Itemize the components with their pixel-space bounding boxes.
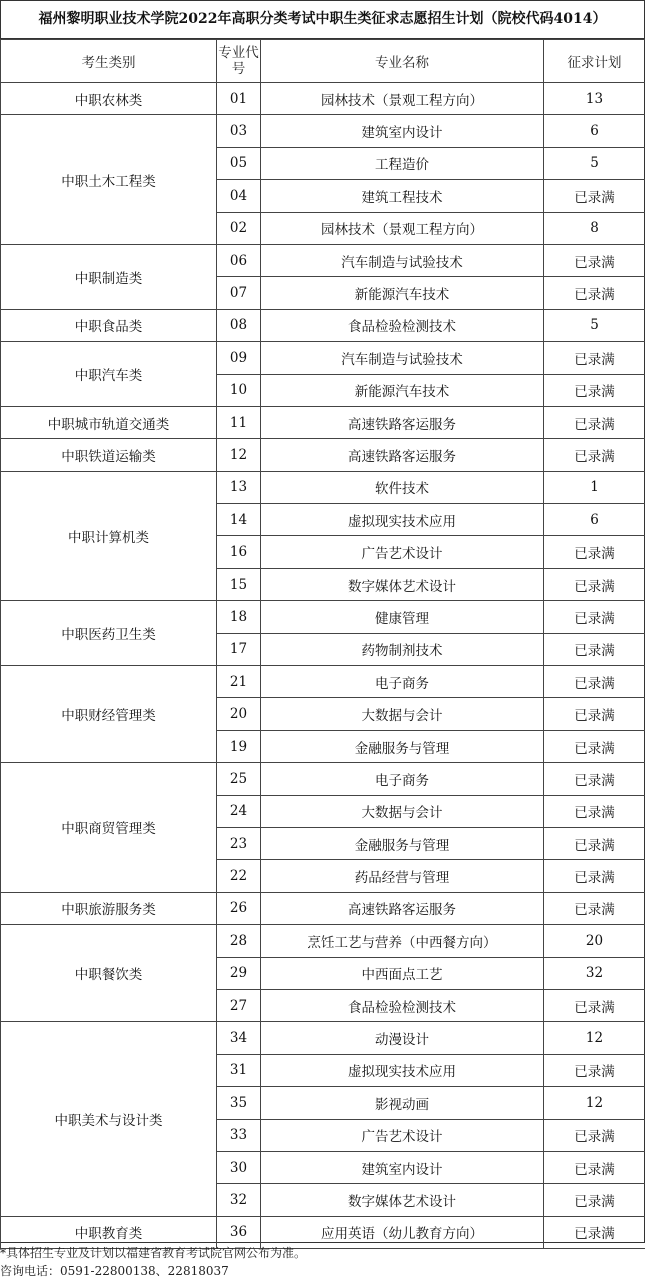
code-cell: 14 [217, 504, 261, 536]
major-cell: 药品经营与管理 [261, 860, 544, 892]
header-code: 专业代号 [217, 40, 261, 83]
code-cell: 25 [217, 763, 261, 795]
major-cell: 工程造价 [261, 147, 544, 179]
category-cell: 中职计算机类 [1, 471, 217, 601]
category-cell: 中职商贸管理类 [1, 763, 217, 893]
plan-cell: 已录满 [544, 374, 645, 406]
header-major: 专业名称 [261, 40, 544, 83]
plan-cell: 已录满 [544, 568, 645, 600]
code-cell: 21 [217, 666, 261, 698]
code-cell: 20 [217, 698, 261, 730]
major-cell: 动漫设计 [261, 1022, 544, 1054]
footnote: *具体招生专业及计划以福建省教育考试院官网公布为准。 [0, 1246, 307, 1260]
code-cell: 12 [217, 439, 261, 471]
code-cell: 07 [217, 277, 261, 309]
major-cell: 高速铁路客运服务 [261, 439, 544, 471]
plan-cell: 12 [544, 1087, 645, 1119]
plan-cell: 已录满 [544, 439, 645, 471]
major-cell: 汽车制造与试验技术 [261, 244, 544, 276]
code-cell: 08 [217, 309, 261, 341]
major-cell: 金融服务与管理 [261, 730, 544, 762]
code-cell: 33 [217, 1119, 261, 1151]
page-title: 福州黎明职业技术学院2022年高职分类考试中职生类征求志愿招生计划（院校代码4014） [0, 0, 645, 39]
major-cell: 新能源汽车技术 [261, 374, 544, 406]
plan-cell: 8 [544, 212, 645, 244]
major-cell: 金融服务与管理 [261, 827, 544, 859]
category-cell: 中职农林类 [1, 83, 217, 115]
plan-cell: 已录满 [544, 698, 645, 730]
table-row [1, 244, 645, 276]
plan-cell: 1 [544, 471, 645, 503]
plan-cell: 已录满 [544, 1119, 645, 1151]
plan-cell: 已录满 [544, 1054, 645, 1086]
table-row [1, 925, 645, 957]
major-cell: 大数据与会计 [261, 698, 544, 730]
category-cell: 中职食品类 [1, 309, 217, 341]
category-cell: 中职餐饮类 [1, 925, 217, 1022]
major-cell: 虚拟现实技术应用 [261, 504, 544, 536]
table-row [1, 666, 645, 698]
plan-cell: 已录满 [544, 795, 645, 827]
major-cell: 高速铁路客运服务 [261, 406, 544, 438]
category-cell: 中职财经管理类 [1, 666, 217, 763]
plan-cell: 已录满 [544, 827, 645, 859]
plan-cell: 已录满 [544, 180, 645, 212]
table-row [1, 471, 645, 503]
category-cell: 中职制造类 [1, 244, 217, 309]
category-cell: 中职旅游服务类 [1, 892, 217, 924]
major-cell: 虚拟现实技术应用 [261, 1054, 544, 1086]
major-cell: 数字媒体艺术设计 [261, 1184, 544, 1216]
code-cell: 05 [217, 147, 261, 179]
plan-cell: 6 [544, 115, 645, 147]
header-plan: 征求计划 [544, 40, 645, 83]
code-cell: 31 [217, 1054, 261, 1086]
major-cell: 建筑室内设计 [261, 115, 544, 147]
major-cell: 中西面点工艺 [261, 957, 544, 989]
plan-cell: 已录满 [544, 989, 645, 1021]
category-cell: 中职美术与设计类 [1, 1022, 217, 1216]
code-cell: 32 [217, 1184, 261, 1216]
code-cell: 36 [217, 1216, 261, 1248]
plan-cell: 已录满 [544, 860, 645, 892]
plan-cell: 已录满 [544, 406, 645, 438]
code-cell: 09 [217, 342, 261, 374]
code-cell: 10 [217, 374, 261, 406]
plan-cell: 12 [544, 1022, 645, 1054]
category-cell: 中职教育类 [1, 1216, 217, 1248]
category-cell: 中职医药卫生类 [1, 601, 217, 666]
code-cell: 27 [217, 989, 261, 1021]
category-cell: 中职铁道运输类 [1, 439, 217, 471]
plan-cell: 已录满 [544, 601, 645, 633]
code-cell: 26 [217, 892, 261, 924]
plan-cell: 已录满 [544, 1151, 645, 1183]
code-cell: 35 [217, 1087, 261, 1119]
table-row [1, 439, 645, 471]
contact-phone: 咨询电话：0591-22800138、22818037 [0, 1264, 229, 1278]
plan-cell: 已录满 [544, 730, 645, 762]
major-cell: 烹饪工艺与营养（中西餐方向） [261, 925, 544, 957]
code-cell: 18 [217, 601, 261, 633]
table-header-row [1, 40, 645, 83]
plan-cell: 32 [544, 957, 645, 989]
plan-cell: 已录满 [544, 892, 645, 924]
major-cell: 建筑工程技术 [261, 180, 544, 212]
major-cell: 健康管理 [261, 601, 544, 633]
table-row [1, 309, 645, 341]
code-cell: 29 [217, 957, 261, 989]
plan-cell: 5 [544, 309, 645, 341]
code-cell: 24 [217, 795, 261, 827]
code-cell: 22 [217, 860, 261, 892]
code-cell: 16 [217, 536, 261, 568]
category-cell: 中职土木工程类 [1, 115, 217, 245]
code-cell: 04 [217, 180, 261, 212]
plan-cell: 已录满 [544, 1216, 645, 1248]
major-cell: 食品检验检测技术 [261, 309, 544, 341]
plan-cell: 已录满 [544, 536, 645, 568]
plan-cell: 已录满 [544, 342, 645, 374]
major-cell: 数字媒体艺术设计 [261, 568, 544, 600]
major-cell: 广告艺术设计 [261, 1119, 544, 1151]
major-cell: 应用英语（幼儿教育方向） [261, 1216, 544, 1248]
plan-cell: 20 [544, 925, 645, 957]
plan-cell: 已录满 [544, 666, 645, 698]
plan-cell: 6 [544, 504, 645, 536]
code-cell: 03 [217, 115, 261, 147]
code-cell: 02 [217, 212, 261, 244]
category-cell: 中职城市轨道交通类 [1, 406, 217, 438]
code-cell: 34 [217, 1022, 261, 1054]
major-cell: 软件技术 [261, 471, 544, 503]
code-cell: 11 [217, 406, 261, 438]
major-cell: 园林技术（景观工程方向） [261, 212, 544, 244]
code-cell: 06 [217, 244, 261, 276]
major-cell: 高速铁路客运服务 [261, 892, 544, 924]
major-cell: 电子商务 [261, 763, 544, 795]
code-cell: 30 [217, 1151, 261, 1183]
major-cell: 电子商务 [261, 666, 544, 698]
enrollment-plan-table [0, 39, 645, 1249]
header-category: 考生类别 [1, 40, 217, 83]
code-cell: 23 [217, 827, 261, 859]
table-body [1, 83, 645, 1249]
major-cell: 园林技术（景观工程方向） [261, 83, 544, 115]
major-cell: 汽车制造与试验技术 [261, 342, 544, 374]
plan-cell: 已录满 [544, 763, 645, 795]
plan-cell: 5 [544, 147, 645, 179]
major-cell: 药物制剂技术 [261, 633, 544, 665]
table-row [1, 1022, 645, 1054]
plan-cell: 已录满 [544, 1184, 645, 1216]
plan-cell: 已录满 [544, 244, 645, 276]
major-cell: 广告艺术设计 [261, 536, 544, 568]
plan-cell: 已录满 [544, 277, 645, 309]
code-cell: 19 [217, 730, 261, 762]
major-cell: 大数据与会计 [261, 795, 544, 827]
plan-cell: 已录满 [544, 633, 645, 665]
major-cell: 建筑室内设计 [261, 1151, 544, 1183]
code-cell: 28 [217, 925, 261, 957]
table-row [1, 601, 645, 633]
code-cell: 15 [217, 568, 261, 600]
plan-cell: 13 [544, 83, 645, 115]
major-cell: 影视动画 [261, 1087, 544, 1119]
code-cell: 13 [217, 471, 261, 503]
table-row [1, 406, 645, 438]
major-cell: 食品检验检测技术 [261, 989, 544, 1021]
table-row [1, 342, 645, 374]
category-cell: 中职汽车类 [1, 342, 217, 407]
table-row [1, 83, 645, 115]
code-cell: 17 [217, 633, 261, 665]
table-row [1, 115, 645, 147]
code-cell: 01 [217, 83, 261, 115]
major-cell: 新能源汽车技术 [261, 277, 544, 309]
table-row [1, 763, 645, 795]
table-row [1, 892, 645, 924]
